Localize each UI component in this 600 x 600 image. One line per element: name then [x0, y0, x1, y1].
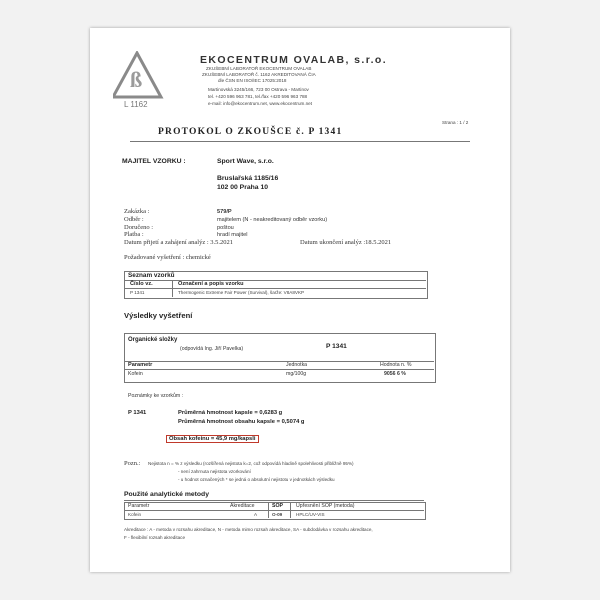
title-divider	[130, 141, 470, 142]
notes-line-1: Průměrná hmotnost kapsle = 0,6283 g	[178, 410, 283, 416]
legend-line-1: Akreditace : A - metoda v rozsahu akreditace, N - metoda mimo rozsah akreditace, SA - subdodávka v rozsahu akreditace,	[124, 527, 373, 532]
methods-title: Použité analytické metody	[124, 491, 209, 498]
document-page	[90, 28, 510, 572]
samples-divider	[124, 280, 426, 281]
notes-line-2: Průměrná hmotnost obsahu kapsle = 0,5074 g	[178, 419, 305, 425]
owner-name: Sport Wave, s.r.o.	[217, 158, 274, 165]
order-value: majitelem (N - neakreditovaný odběr vzorku)	[217, 216, 328, 223]
results-title: Výsledky vyšetření	[124, 311, 193, 320]
results-value: 9056 6 %	[384, 371, 406, 377]
footnote-line-1: Nejistota n = % z výsledku (rozšířená nejistota k=2, což odpovídá hladině spolehlivosti přibližně 95%)	[148, 461, 354, 466]
header-email: e-mail: info@ekocentrum.net, www.ekocentrum.net	[208, 101, 312, 106]
order-label: Doručeno :	[124, 223, 154, 231]
samples-col-number: Číslo vz.	[130, 281, 153, 287]
owner-label: MAJITEL VZORKU :	[122, 158, 186, 165]
order-value: 579/P	[217, 209, 232, 215]
samples-title: Seznam vzorků	[128, 272, 175, 279]
notes-sample-id: P 1341	[128, 410, 147, 416]
results-col-param: Parametr	[128, 362, 153, 368]
methods-param: Kofein	[128, 512, 142, 517]
methods-header-divider	[124, 510, 424, 511]
samples-col-divider	[172, 280, 173, 297]
logo-number: L 1162	[124, 100, 148, 109]
order-label: Odběr :	[124, 215, 144, 223]
methods-accreditation: A	[254, 512, 258, 517]
required-analysis: Požadované vyšetření : chemické	[124, 254, 211, 261]
header-line-1: ZKUŠEBNÍ LABORATOŘ EKOCENTRUM OVALAB	[206, 66, 312, 71]
sample-row-description: Thermogenic Extreme Fair Power (Survival), šarže: V8A8VKP	[178, 290, 305, 295]
order-values	[217, 209, 327, 240]
methods-col-accreditation: Akreditace	[230, 503, 255, 509]
footnote-label: Pozn.:	[124, 460, 141, 467]
svg-text:ß: ß	[130, 67, 143, 92]
samples-header-divider	[124, 288, 426, 289]
footnote-line-2: - není zahrnuta nejistota vzorkování	[178, 469, 251, 474]
order-label: Zakázka :	[124, 208, 150, 215]
results-col-value: Hodnota n. %	[380, 362, 412, 368]
results-responsible: (odpovídá Ing. Jiří Pavelka)	[180, 346, 244, 352]
owner-city: 102 00 Praha 10	[217, 184, 269, 191]
header-phone: tel. +420 596 963 781, tel./fax +420 596 963 788	[208, 94, 308, 99]
header-line-3: dle ČSN EN ISO/IEC 17025:2018	[218, 78, 287, 83]
methods-col-spec: Upřesnění SOP (metoda)	[296, 503, 355, 509]
results-col-unit: Jednotka	[286, 362, 308, 368]
owner-street: Bruslařská 1185/16	[217, 175, 279, 182]
order-label: Platba :	[124, 231, 144, 239]
methods-col-sop: SOP	[272, 503, 283, 509]
header-line-2: ZKUŠEBNÍ LABORATOŘ č. 1162 AKREDITOVANÁ ČIA	[202, 72, 316, 77]
results-group: Organické složky	[128, 337, 178, 343]
notes-label: Poznámky ke vzorkům :	[128, 393, 184, 399]
order-value: hradí majitel	[217, 232, 248, 239]
order-labels	[124, 208, 153, 239]
header-address: Martinovská 3245/166, 723 00 Ostrava - Martinov	[208, 87, 309, 92]
sample-row-id: P 1341	[130, 290, 145, 295]
caffeine-content-highlight: Obsah kofeinu = 45,9 mg/kapsli	[166, 435, 259, 443]
samples-col-description: Označení a popis vzorku	[178, 281, 244, 287]
methods-col-divider-1	[268, 502, 269, 518]
methods-col-param: Parametr	[128, 503, 150, 509]
company-name: EKOCENTRUM OVALAB, s.r.o.	[200, 54, 388, 66]
results-param: Kofein	[128, 371, 143, 377]
results-row-divider	[124, 369, 434, 370]
order-value: poštou	[217, 224, 234, 231]
date-received: Datum přijetí a zahájení analýz : 3.5.2021	[124, 239, 234, 246]
methods-title-divider	[124, 500, 424, 501]
methods-spec: HPLC/UV-VIS	[296, 512, 325, 517]
protocol-title: PROTOKOL O ZKOUŠCE č. P 1341	[158, 127, 343, 137]
legend-line-2: F - flexibilní rozsah akreditace	[124, 535, 186, 540]
methods-col-divider-2	[290, 502, 291, 518]
date-completed: Datum ukončení analýz :18.5.2021	[300, 239, 392, 246]
page-number: Strana : 1 / 2	[442, 120, 469, 125]
results-sample-id: P 1341	[326, 343, 347, 350]
results-unit: mg/100g	[286, 371, 307, 377]
footnote-line-3: - u hodnot označených * se jedná o absolutní nejistotu v jednotkách výsledku	[178, 477, 335, 482]
methods-sop: O-09	[272, 512, 283, 517]
